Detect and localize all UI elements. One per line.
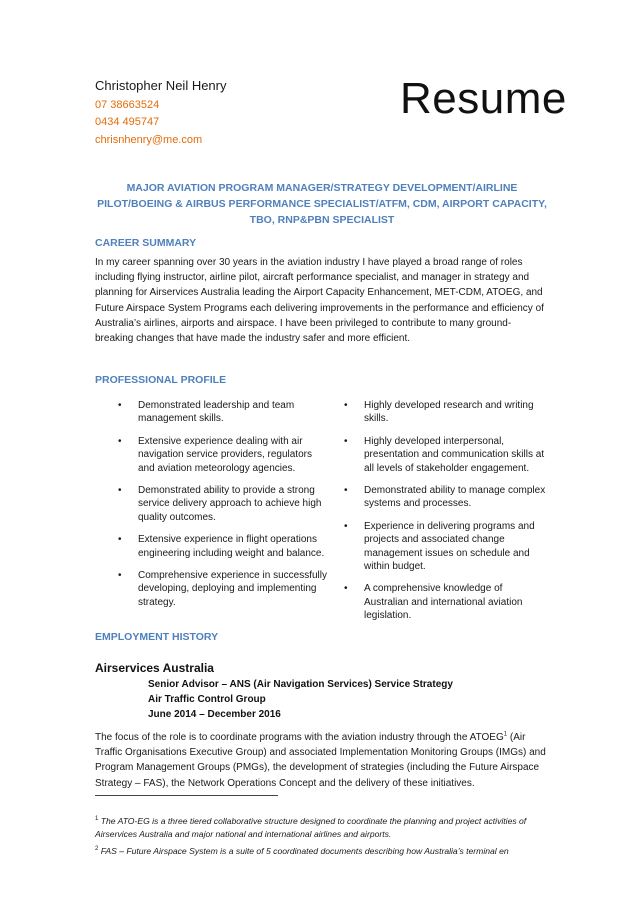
footnote-divider (95, 795, 278, 796)
bullet-icon: • (344, 435, 348, 447)
bullet-icon: • (344, 520, 348, 532)
bullet-icon: • (118, 485, 122, 497)
employer-name: Airservices Australia (95, 661, 214, 675)
job-title: Senior Advisor – ANS (Air Navigation Services) Service Strategy (148, 679, 453, 690)
job-group: Air Traffic Control Group (148, 694, 266, 705)
footnote-ref[interactable]: 1 (503, 731, 508, 738)
list-item: • Demonstrated ability to manage complex systems and processes. (344, 485, 546, 510)
profile-list-right (344, 399, 549, 632)
professional-profile-heading: PROFESSIONAL PROFILE (95, 374, 227, 386)
employment-history-heading: EMPLOYMENT HISTORY (95, 631, 219, 643)
bullet-icon: • (344, 485, 348, 497)
document-title: Resume (400, 74, 567, 123)
career-summary-text: In my career spanning over 30 years in the aviation industry I have played a broad range of roles including flying instructor, airline pilot, aircraft performance specialist, and manager in strategy and planning for Airservices Australia leading the Airport Capacity Enhancement, MET-CDM, ATOEG, and Future Airspace System Programs each delivering improvements in the performance and efficiency of Australia’s airlines, airports and airspace. I have been privileged to contribute to many ground-breaking changes that have made the industry safer and more efficient. (95, 257, 544, 345)
bullet-icon: • (118, 570, 122, 582)
list-item: • Comprehensive experience in successfully developing, deploying and implementing strategy. (118, 570, 327, 608)
bullet-icon: • (118, 400, 122, 411)
list-item: • Demonstrated leadership and team management skills. (118, 400, 295, 425)
list-item: • Demonstrated ability to provide a strong service delivery approach to achieve high quality outcomes. (118, 485, 322, 523)
phone-mobile: 0434 495747 (95, 116, 160, 128)
job-description: The focus of the role is to coordinate programs with the aviation industry through the ATOEG$^1$ (Air Traffic Organisations Executive Group) and associated Implementation Monitoring Groups (IMGs) and Program Management Groups (PMGs), the development of strategies (including the Future Airspace Strategy – FAS), the Network Operations Concept and the delivery of these initiatives. (95, 731, 546, 789)
bullet-icon: • (118, 534, 122, 546)
list-item: • Experience in delivering programs and projects and associated change management issues on schedule and within budget. (344, 520, 535, 573)
footnote-number: 2 (95, 846, 99, 853)
phone-landline: 07 38663524 (95, 99, 160, 111)
list-item: • Highly developed research and writing skills. (344, 400, 534, 425)
list-item: • Highly developed interpersonal, presentation and communication skills at all levels of stakeholder engagement. (344, 435, 545, 474)
list-item: • A comprehensive knowledge of Australian and international aviation legislation. (344, 583, 523, 622)
list-item: • Extensive experience in flight operations engineering including weight and balance. (118, 534, 325, 559)
bullet-icon: • (344, 400, 348, 411)
footnote-number: 1 (95, 816, 99, 823)
bullet-icon: • (118, 435, 122, 447)
footnote: $^2$ FAS – Future Airspace System is a suite of 5 coordinated documents describing how Australia’s terminal en (95, 846, 509, 856)
applicant-name: Christopher Neil Henry (95, 78, 227, 93)
email-link[interactable]: chrisnhenry@me.com (95, 134, 203, 146)
job-dates: June 2014 – December 2016 (148, 709, 281, 720)
profile-list-left (118, 399, 328, 618)
list-item: • Extensive experience dealing with air navigation service providers, regulators and aviation meteorology agencies. (118, 435, 312, 474)
career-summary-heading: CAREER SUMMARY (95, 237, 197, 249)
bullet-icon: • (344, 583, 348, 595)
professional-headline: MAJOR AVIATION PROGRAM MANAGER/STRATEGY DEVELOPMENT/AIRLINE PILOT/BOEING & AIRBUS PERFORMANCE SPECIALIST/ATFM, CDM, AIRPORT CAPACITY, TBO, RNP&PBN SPECIALIST (97, 182, 547, 226)
footnote: $^1$ The ATO-EG is a three tiered collaborative structure designed to coordinate the planning and project activities of Airservices Australia and major national and international airlines and airports. (95, 816, 527, 839)
